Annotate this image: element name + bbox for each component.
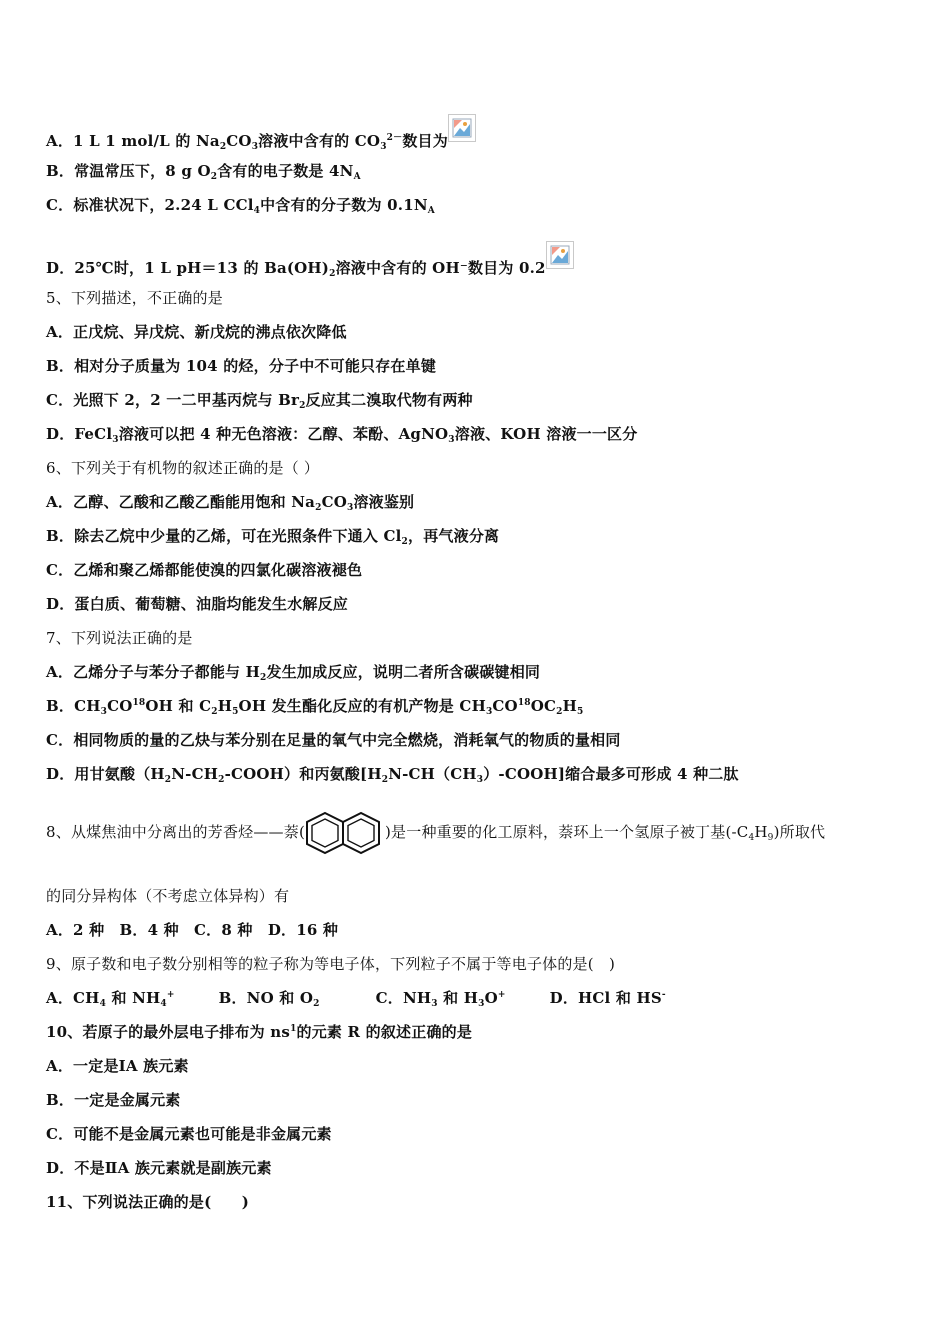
q10-stem-text: 10、若原子的最外层电子排布为 ns [46,1023,291,1041]
q7-b-text: CO [107,697,133,715]
subscript: 3 [485,707,493,717]
q8-stem-text: 8、从煤焦油中分离出的芳香烃——萘( [46,823,305,841]
q9-c-text: C．NH [375,989,432,1007]
subscript: 3 [476,775,484,785]
q6-option-b [46,526,499,546]
q5-option-b: B．相对分子质量为 104 的烃，分子中不可能只存在单键 [46,357,437,375]
q8-options: A．2 种 B．4 种 C．8 种 D．16 种 [46,921,339,939]
q7-b-text: OH 和 C [145,697,212,715]
q5-option-d [46,424,637,444]
subscript: 2 [381,775,389,785]
q4-b-text: 含有的电子数是 4N [217,162,354,180]
q4-c-text: C．标准状况下，2.24 L CCl [46,196,254,214]
q7-b-text: OH 发生酯化反应的有机产物是 CH [238,697,486,715]
q10-option-b: B．一定是金属元素 [46,1091,181,1109]
q4-a-text: A．1 L 1 mol/L 的 Na [46,132,220,150]
subscript: 3 [251,142,259,152]
q6-option-a [46,492,414,512]
subscript: 2 [218,775,225,785]
q7-b-text: H [217,697,233,715]
q7-a-text: 发生加成反应，说明二者所含碳碳键相同 [266,663,541,681]
subscript: 2 [401,537,409,547]
q8-stem-line2: 的同分异构体（不考虑立体异构）有 [46,887,290,905]
q6-a-text: A．乙醇、乙酸和乙酸乙酯能用饱和 Na [46,493,316,511]
q6-a-text: 溶液鉴别 [353,493,415,511]
superscript: - [661,990,666,1000]
q5-d-text: D．FeCl [46,425,113,443]
q6-stem: 6、下列关于有机物的叙述正确的是（ ） [46,459,320,477]
q7-d-text: -COOH）和丙氨酸[H [224,765,382,783]
q7-d-text: N-CH [171,765,219,783]
q4-c-text: 中含有的分子数为 0.1N [260,196,428,214]
q7-d-text: ）-COOH]缩合最多可形成 4 种二肽 [483,765,739,783]
subscript: 5 [577,707,584,717]
q7-d-text: D．用甘氨酸（H [46,765,165,783]
q7-b-text: CO [492,697,518,715]
q7-d-text: N-CH（CH [388,765,477,783]
q7-option-b [46,696,583,716]
subscript: 2 [313,999,320,1009]
q6-a-text: CO [321,493,347,511]
q10-option-d: D．不是ⅡA 族元素就是副族元素 [46,1159,272,1177]
subscript: 2 [211,707,218,717]
q9-d-text: D．HCl 和 HS [549,989,662,1007]
q7-option-c: C．相同物质的量的乙炔与苯分别在足量的氧气中完全燃烧，消耗氧气的物质的量相同 [46,731,621,749]
q10-stem-text: 的元素 R 的叙述正确的是 [296,1023,473,1041]
naphthalene-structure-icon [305,808,385,858]
superscript: 18 [132,698,146,708]
q4-option-a [46,114,476,151]
q5-c-text: C．光照下 2，2 一二甲基丙烷与 Br [46,391,300,409]
q4-option-c [46,195,435,215]
q7-b-text: B．CH [46,697,101,715]
q7-stem: 7、下列说法正确的是 [46,629,193,647]
q10-stem [46,1022,472,1042]
q9-a-text: 和 NH [106,989,161,1007]
q4-d-text: D．25℃时，1 L pH＝13 的 Ba(OH) [46,259,330,277]
q9-stem: 9、原子数和电子数分别相等的粒子称为等电子体，下列粒子不属于等电子体的是( ) [46,955,616,973]
subscript: 2 [164,775,172,785]
q4-a-text: CO [226,132,252,150]
q8-stem-text: H [754,823,768,841]
q5-option-a: A．正戊烷、异戊烷、新戊烷的沸点依次降低 [46,323,347,341]
broken-image-icon [546,241,574,269]
q9-a-text: A．CH [46,989,100,1007]
q5-option-c [46,390,473,410]
subscript: 3 [431,999,438,1009]
broken-image-icon [448,114,476,142]
q7-a-text: A．乙烯分子与苯分子都能与 H [46,663,261,681]
q5-stem: 5、下列描述，不正确的是 [46,289,223,307]
q6-b-text: B．除去乙烷中少量的乙烯，可在光照条件下通入 Cl [46,527,402,545]
q4-a-text: 溶液中含有的 CO [258,132,381,150]
subscript: 2 [556,707,563,717]
subscript: 2 [299,401,306,411]
q4-a-text: 数目为 [402,132,448,150]
q6-option-d: D．蛋白质、葡萄糖、油脂均能发生水解反应 [46,595,349,613]
superscript: 1 [290,1024,297,1034]
subscript: 3 [100,707,108,717]
q4-option-b [46,161,361,181]
q9-c-text: O [484,989,498,1007]
superscript: + [497,990,506,1000]
subscript: 3 [112,435,119,445]
q11-stem: 11、下列说法正确的是( ) [46,1193,250,1211]
q5-d-text: 溶液可以把 4 种无色溶液：乙醇、苯酚、AgNO [118,425,449,443]
subscript: 2 [260,673,267,683]
q4-option-d [46,241,574,278]
subscript: 2 [315,503,322,513]
subscript: 3 [478,999,485,1009]
subscript: 9 [767,833,774,843]
q4-b-text: B．常温常压下，8 g O [46,162,211,180]
subscript: 4 [99,999,107,1009]
q7-b-text: OC [530,697,557,715]
subscript: 3 [448,435,455,445]
q8-stem-text: )所取代 [773,823,826,841]
q7-b-text: H [562,697,578,715]
q7-option-d [46,764,739,784]
q8-stem [46,806,825,858]
superscript: + [166,990,175,1000]
subscript: 2 [210,172,218,182]
subscript: 3 [346,503,354,513]
superscript: 18 [517,698,531,708]
subscript: 4 [253,206,261,216]
q9-b-text: B．NO 和 O [218,989,314,1007]
superscript: 2－ [386,133,403,143]
q10-option-c: C．可能不是金属元素也可能是非金属元素 [46,1125,332,1143]
q8-stem-text: )是一种重要的化工原料，萘环上一个氢原子被丁基(-C [385,823,749,841]
q6-option-c: C．乙烯和聚乙烯都能使溴的四氯化碳溶液褪色 [46,561,363,579]
q9-options [46,988,666,1008]
subscript: 3 [380,142,387,152]
subscript: A [353,172,361,182]
subscript: 4 [748,833,755,843]
q5-c-text: 反应其二溴取代物有两种 [305,391,473,409]
subscript: 4 [160,999,167,1009]
q4-d-text: 溶液中含有的 OH⁻数目为 0.2 [335,259,546,277]
subscript: 2 [219,142,227,152]
q10-option-a: A．一定是ⅠA 族元素 [46,1057,189,1075]
q5-d-text: 溶液、KOH 溶液一一区分 [454,425,638,443]
q9-c-text: 和 H [437,989,479,1007]
q6-b-text: ，再气液分离 [408,527,500,545]
subscript: 5 [232,707,239,717]
subscript: A [427,206,435,216]
q7-option-a [46,662,540,682]
subscript: 2 [329,269,336,279]
